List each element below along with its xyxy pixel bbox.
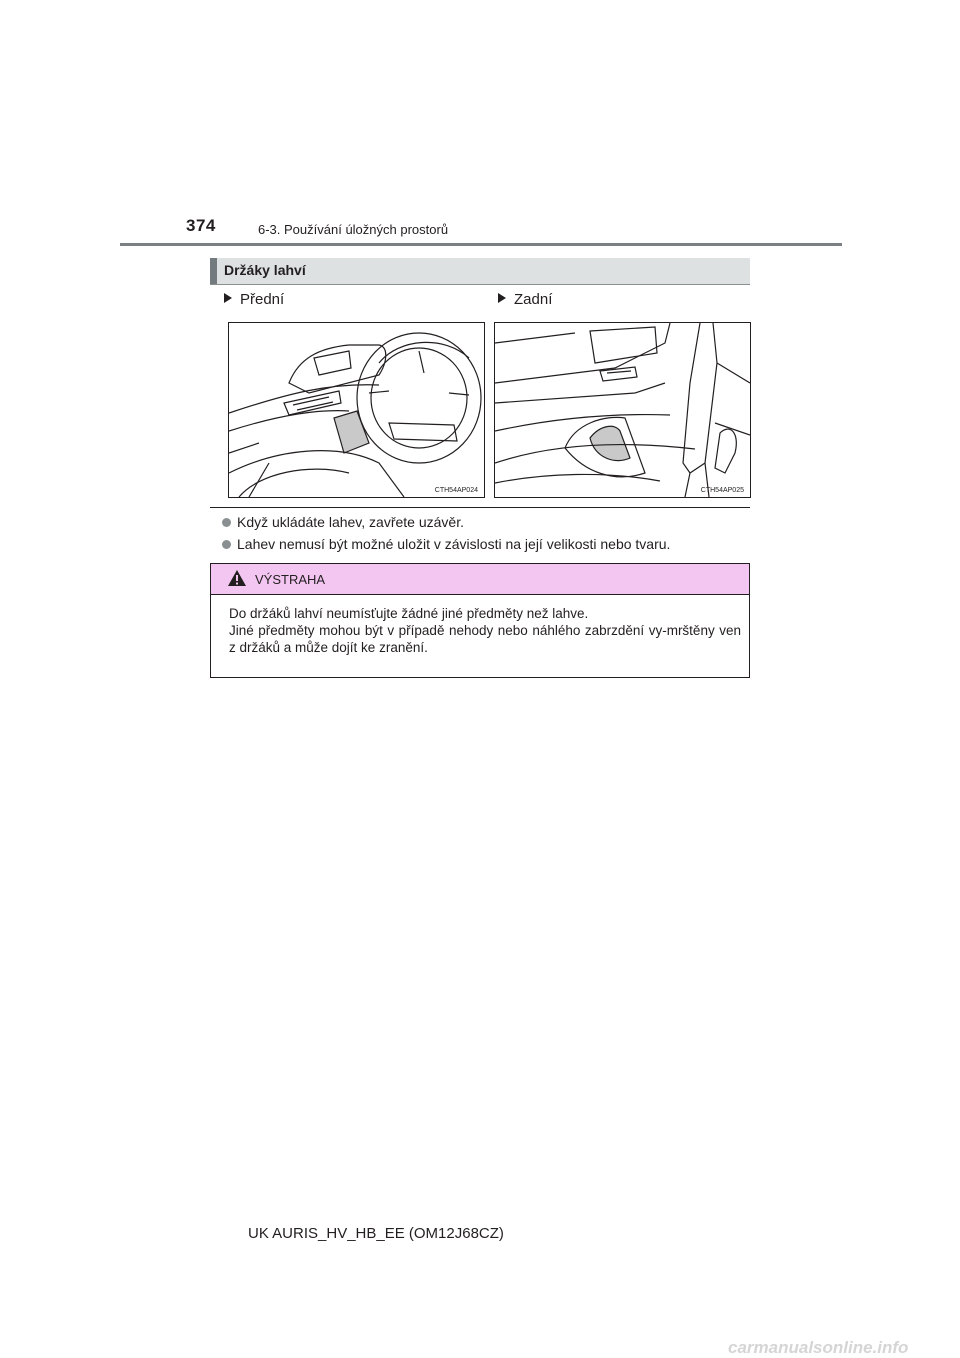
bullet-dot-icon	[222, 540, 231, 549]
figure-front-code: CTH54AP024	[434, 487, 478, 494]
warning-text	[229, 605, 741, 656]
section-heading	[210, 258, 750, 285]
warning-triangle-icon	[227, 569, 247, 587]
rear-door-illustration	[495, 323, 750, 497]
warning-box	[210, 563, 750, 678]
front-door-illustration	[229, 323, 484, 497]
warning-line: Do držáků lahví neumísťujte žádné jiné předměty než lahve.	[229, 606, 589, 621]
bullet-item	[222, 536, 670, 552]
warning-header	[211, 564, 749, 595]
chapter-title: 6-3. Používání úložných prostorů	[258, 222, 449, 237]
figure-label-front-text: Přední	[240, 291, 285, 308]
warning-line: Jiné předměty mohou být v případě nehody nebo náhlého zabrzdění vy-mrštěny ven z držáků a může dojít ke zranění.	[229, 623, 741, 655]
section-title: Držáky lahví	[224, 262, 306, 278]
figure-rear-code: CTH54AP025	[700, 487, 744, 494]
triangle-right-icon	[224, 293, 232, 303]
section-divider	[210, 507, 750, 508]
watermark: carmanualsonline.info	[728, 1338, 909, 1357]
header-rule	[120, 243, 842, 246]
bullet-item-text: Lahev nemusí být možné uložit v závislosti na její velikosti nebo tvaru.	[237, 536, 671, 552]
figure-rear-bottle-holder	[494, 322, 751, 498]
footer-model-code: UK AURIS_HV_HB_EE (OM12J68CZ)	[248, 1225, 504, 1242]
bullet-item-text: Když ukládáte lahev, zavřete uzávěr.	[237, 514, 464, 530]
bullet-item	[222, 514, 464, 530]
triangle-right-icon	[498, 293, 506, 303]
warning-title: VÝSTRAHA	[255, 572, 326, 587]
page-number: 374	[186, 216, 216, 235]
figure-label-rear-text: Zadní	[514, 291, 553, 308]
section-heading-bar	[210, 258, 217, 284]
figure-label-front	[224, 291, 284, 308]
bullet-dot-icon	[222, 518, 231, 527]
figure-front-bottle-holder	[228, 322, 485, 498]
figure-label-rear	[498, 291, 552, 308]
